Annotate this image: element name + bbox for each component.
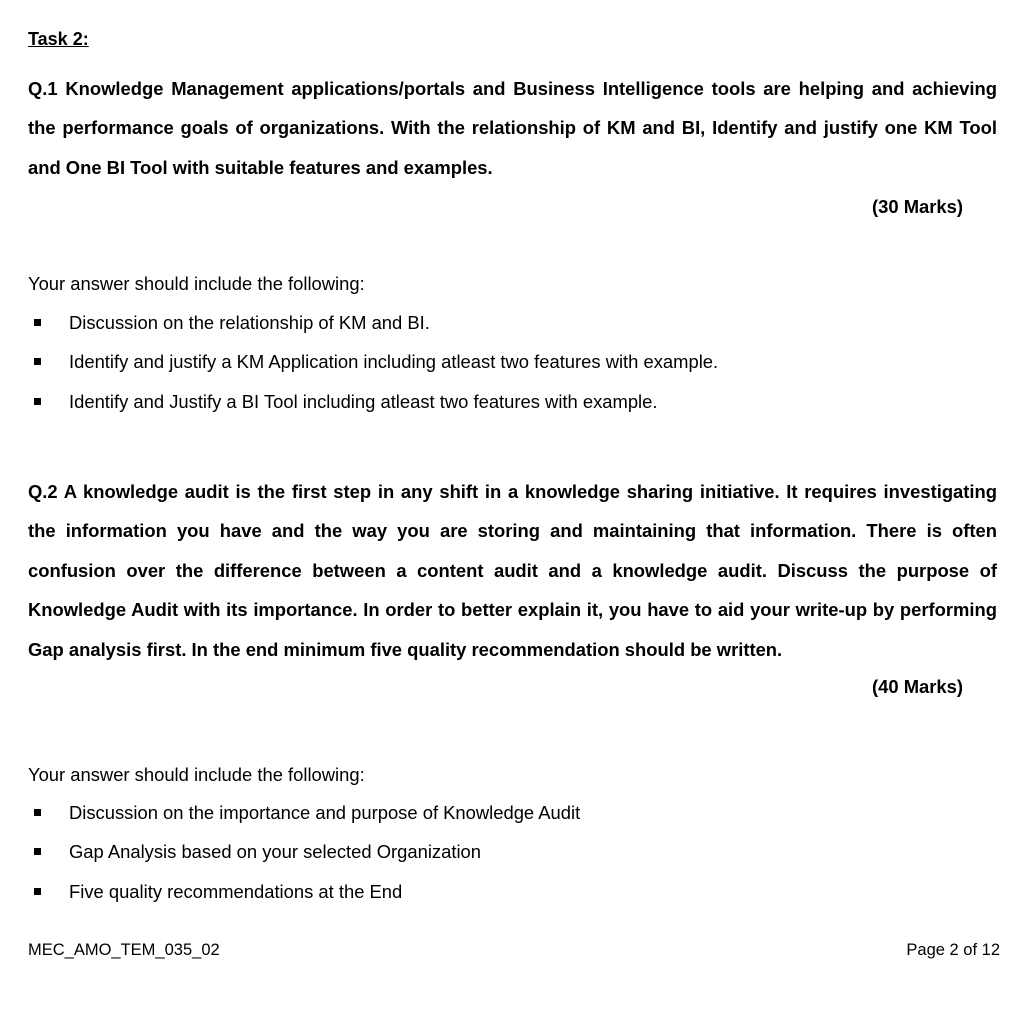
question-1-requirements-list <box>0 311 1024 429</box>
question-1-marks: (30 Marks) <box>872 196 963 217</box>
question-2-requirements-list <box>0 801 1024 919</box>
question-2-marks: (40 Marks) <box>872 676 963 697</box>
footer-page-number: Page 2 of 12 <box>906 941 1000 959</box>
list-item <box>0 350 1024 389</box>
requirement-text: Identify and Justify a BI Tool including atleast two features with example. <box>69 390 658 412</box>
list-item <box>0 311 1024 350</box>
footer-document-code: MEC_AMO_TEM_035_02 <box>28 941 220 959</box>
square-bullet-icon <box>34 809 41 816</box>
question-1-text: Q.1 Knowledge Management applications/portals and Business Intelligence tools are helping and achieving the performance goals of organizations. With the relationship of KM and BI, Identify and justify one KM Tool and One BI Tool with suitable features and examples. <box>28 78 997 178</box>
list-item <box>0 880 1024 919</box>
question-1-answer-intro: Your answer should include the following: <box>28 273 365 294</box>
question-2-text: Q.2 A knowledge audit is the first step in any shift in a knowledge sharing initiative. It requires investigating the information you have and the way you are storing and maintaining that information. There is often confusion over the difference between a content audit and a knowledge audit. Discuss the purpose of Knowledge Audit with its importance. In order to better explain it, you have to aid your write-up by performing Gap analysis first. In the end minimum five quality recommendation should be written. <box>28 481 997 660</box>
list-item <box>0 840 1024 879</box>
list-item <box>0 801 1024 840</box>
square-bullet-icon <box>34 398 41 405</box>
square-bullet-icon <box>34 358 41 365</box>
square-bullet-icon <box>34 848 41 855</box>
square-bullet-icon <box>34 888 41 895</box>
requirement-text: Discussion on the relationship of KM and BI. <box>69 312 430 333</box>
task-heading: Task 2: <box>28 29 89 49</box>
requirement-text: Identify and justify a KM Application including atleast two features with example. <box>69 351 719 373</box>
list-item <box>0 390 1024 429</box>
requirement-text: Gap Analysis based on your selected Organization <box>69 841 481 863</box>
square-bullet-icon <box>34 319 41 326</box>
requirement-text: Discussion on the importance and purpose of Knowledge Audit <box>69 802 581 823</box>
question-2-answer-intro: Your answer should include the following: <box>28 764 365 785</box>
requirement-text: Five quality recommendations at the End <box>69 880 403 902</box>
